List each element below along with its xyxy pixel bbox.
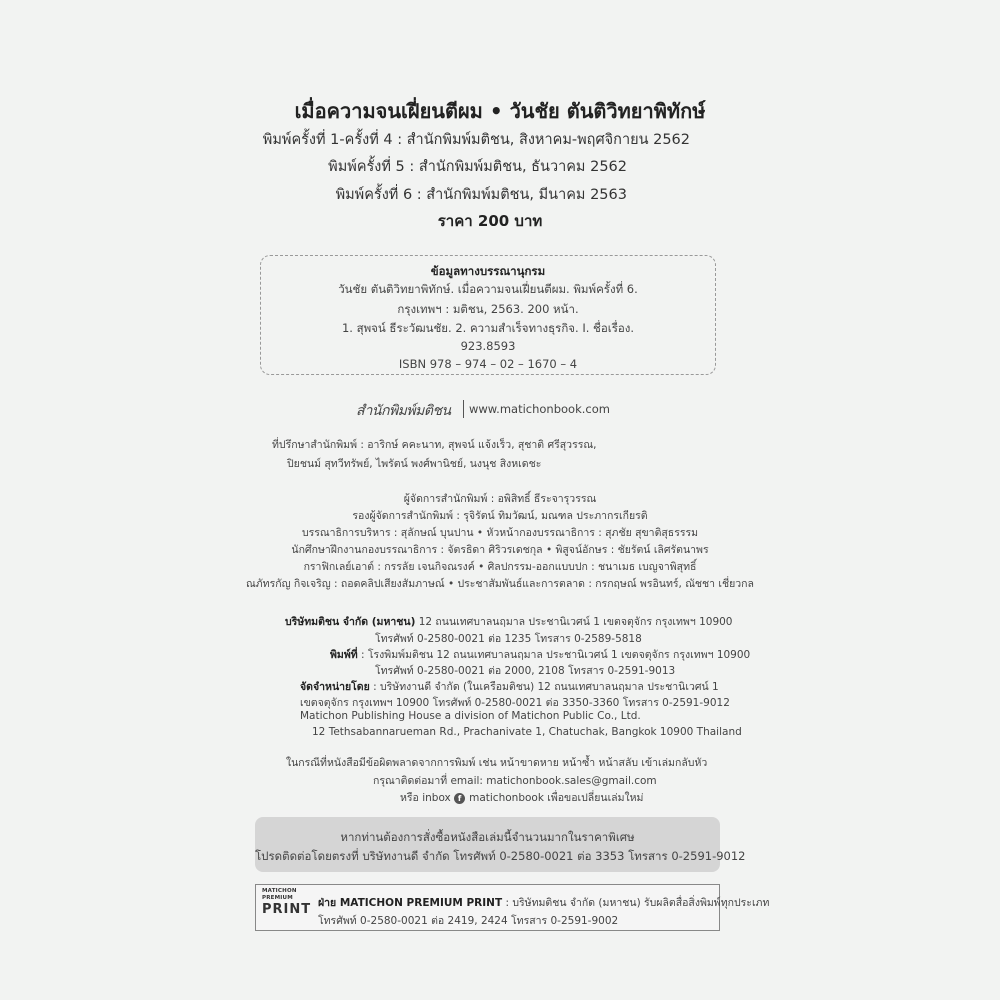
company-phone: โทรศัพท์ 0-2580-0021 ต่อ 1235 โทรสาร 0-2589-5818 [375,633,642,645]
inbox-handle: matichonbook เพื่อขอเปลี่ยนเล่มใหม่ [469,792,644,804]
premium-print-line [318,894,769,911]
bulk-order-line: หากท่านต้องการสั่งซื้อหนังสือเล่มนี้จำนวนมากในราคาพิเศษ [340,830,635,844]
distributor-line [300,678,719,695]
printer-line [330,646,750,663]
edition-line-1: พิมพ์ครั้งที่ 1-ครั้งที่ 4 : สำนักพิมพ์มติชน, สิงหาคม-พฤศจิกายน 2562 [262,132,690,148]
edition-line-2: พิมพ์ครั้งที่ 5 : สำนักพิมพ์มติชน, ธันวาคม 2562 [328,159,627,175]
distributor-english-name: Matichon Publishing House a division of Matichon Public Co., Ltd. [300,710,641,722]
book-title: เมื่อความจนเฝี่ยนตีผม • วันชัย ตันติวิทยาพิทักษ์ [294,99,706,123]
distributor-address: : บริษัทงานดี จำกัด (ในเครือมติชน) 12 ถนนเทศบาลนฤมาล ประชานิเวศน์ 1 [369,681,719,693]
advisors-line: ที่ปรึกษาสำนักพิมพ์ : อาริกษ์ คคะนาท, สุพจน์ แจ้งเร็ว, สุชาติ ศรีสุวรรณ, [272,439,597,451]
publisher-signature-logo: สำนักพิมพ์มติชน [356,403,451,419]
facebook-icon[interactable]: f [454,793,465,804]
distributor-english-address: 12 Tethsabannarueman Rd., Prachanivate 1, Chatuchak, Bangkok 10900 Thailand [312,726,742,738]
inbox-label: หรือ inbox [400,792,451,804]
logo-text: MATICHON [262,888,297,894]
cip-line: 1. สุพจน์ ธีระวัฒนชัย. 2. ความสำเร็จทางธุรกิจ. I. ชื่อเรื่อง. [341,321,635,335]
matichon-premium-print-logo [262,888,310,928]
company-line [285,613,732,630]
staff-line: นักศึกษาฝึกงานกองบรรณาธิการ : จัตรธิดา ศิริวรเดชกุล • พิสูจน์อักษร : ชัยรัตน์ เลิศรัตนาพร [291,544,709,556]
separator [463,400,464,418]
distributor-label: จัดจำหน่ายโดย [300,681,370,693]
distributor-phone: เขตจตุจักร กรุงเทพฯ 10900 โทรศัพท์ 0-2580-0021 ต่อ 3350-3360 โทรสาร 0-2591-9012 [300,697,730,709]
staff-line: ณภัทรกัญ กิจเจริญ : ถอดคลิปเสียงสัมภาษณ์ • ประชาสัมพันธ์และการตลาด : กรกฤษณ์ พรอินทร์, ณัชชา เชี่ยวกล [246,578,754,590]
logo-text: PRINT [262,902,312,917]
price: ราคา 200 บาท [437,212,543,230]
advisors-line: ปิยชนม์ สุทวีทรัพย์, ไพรัตน์ พงศ์พานิชย์, นงนุช สิงหเดชะ [287,458,542,470]
defect-notice-inbox [400,789,643,806]
cip-line: กรุงเทพฯ : มติชน, 2563. 200 หน้า. [397,302,579,316]
cip-isbn: ISBN 978 – 974 – 02 – 1670 – 4 [398,357,578,371]
website-link[interactable]: www.matichonbook.com [469,402,610,416]
cip-line: 923.8593 [460,339,516,353]
staff-line: รองผู้จัดการสำนักพิมพ์ : รุจิรัตน์ ทิมวัฒน์, มณฑล ประภากรเกียรติ [352,510,648,522]
defect-notice-email: กรุณาติดต่อมาที่ email: matichonbook.sales@gmail.com [373,775,657,787]
premium-print-desc: : บริษัทมติชน จำกัด (มหาชน) รับผลิตสื่อสิ่งพิมพ์ทุกประเภท [502,897,770,909]
printer-phone: โทรศัพท์ 0-2580-0021 ต่อ 2000, 2108 โทรสาร 0-2591-9013 [375,665,676,677]
premium-print-phone: โทรศัพท์ 0-2580-0021 ต่อ 2419, 2424 โทรสาร 0-2591-9002 [318,915,619,927]
company-address: 12 ถนนเทศบาลนฤมาล ประชานิเวศน์ 1 เขตจตุจักร กรุงเทพฯ 10900 [415,616,733,628]
printer-label: พิมพ์ที่ [330,649,358,661]
staff-line: ผู้จัดการสำนักพิมพ์ : อพิสิทธิ์ ธีระจารุวรรณ [403,493,597,505]
cip-heading: ข้อมูลทางบรรณานุกรม [430,264,546,278]
premium-print-label: ฝ่าย MATICHON PREMIUM PRINT [318,897,503,909]
staff-line: บรรณาธิการบริหาร : สุลักษณ์ บุนปาน • หัวหน้ากองบรรณาธิการ : สุภชัย สุขาติสุธรรรม [301,527,699,539]
edition-line-3: พิมพ์ครั้งที่ 6 : สำนักพิมพ์มติชน, มีนาคม 2563 [335,187,627,203]
defect-notice-line: ในกรณีที่หนังสือมีข้อผิดพลาดจากการพิมพ์ เช่น หน้าขาดหาย หน้าซ้ำ หน้าสลับ เข้าเล่มกลับหัว [286,757,708,769]
printer-address: : โรงพิมพ์มติชน 12 ถนนเทศบาลนฤมาล ประชานิเวศน์ 1 เขตจตุจักร กรุงเทพฯ 10900 [357,649,751,661]
cip-line: วันชัย ตันติวิทยาพิทักษ์. เมื่อความจนเฝี่ยนตีผม. พิมพ์ครั้งที่ 6. [338,282,638,296]
company-label: บริษัทมติชน จำกัด (มหาชน) [285,616,416,628]
logo-text: PREMIUM [262,895,293,901]
staff-line: กราฟิกเลย์เอาต์ : กรรลัย เจนกิจณรงค์ • ศิลปกรรม-ออกแบบปก : ชนาเมธ เบญจาพิสุทธิ์ [303,561,697,573]
bulk-order-contact: โปรดติดต่อโดยตรงที่ บริษัทงานดี จำกัด โทรศัพท์ 0-2580-0021 ต่อ 3353 โทรสาร 0-2591-9012 [255,849,746,863]
